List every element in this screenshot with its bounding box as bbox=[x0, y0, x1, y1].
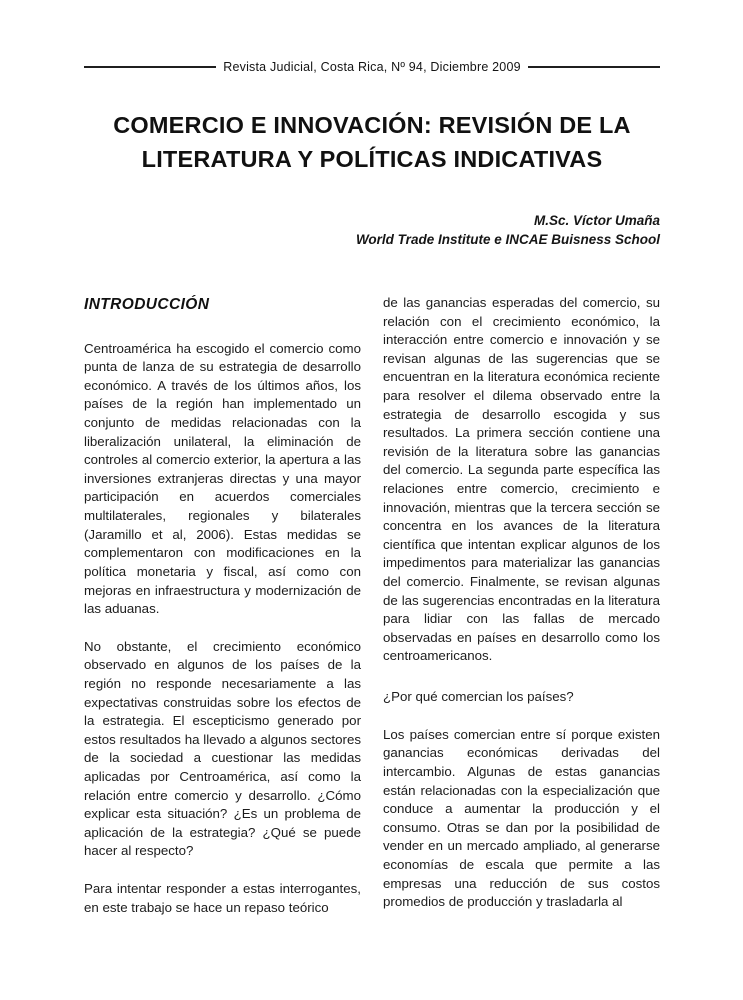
paragraph: Para intentar responder a estas interrogantes, en este trabajo se hace un repaso teórico bbox=[84, 881, 361, 915]
paragraph: Centroamérica ha escogido el comercio como punta de lanza de su estrategia de desarrollo económico. A través de los últimos años, los países de la región han implementado un conjunto de medidas relacionadas con la liberalización unilateral, la eliminación de controles al comercio exterior, la apertura a las inversiones extranjeras directas y una mayor participación en acuerdos comerciales multilaterales, regionales y bilaterales (Jaramillo et al, 2006). Estas medidas se complementaron con modificaciones en la política monetaria y fiscal, así como con mejoras en infraestructura y modernización de las aduanas. bbox=[84, 340, 361, 617]
article-title-line-1: COMERCIO E INNOVACIÓN: REVISIÓN DE LA bbox=[113, 112, 631, 138]
paragraph: Los países comercian entre sí porque existen ganancias económicas derivadas del intercambio. Algunas de estas ganancias están relacionadas con la especialización que conduce a aumentar la producción y el consumo. Otras se dan por la posibilidad de vender en un mercado ampliado, al generarse economías de escala que permite a las empresas una reducción de sus costos promedios de producción y trasladarla al bbox=[383, 726, 660, 910]
paragraph: No obstante, el crecimiento económico observado en algunos de los países de la región no responde necesariamente a las expectativas construidas sobre los efectos de la estrategia. El escepticismo generado por estos resultados ha llevado a algunos sectores de la sociedad a cuestionar las medidas aplicadas por Centroamérica, así como la relación entre comercio y desarrollo. ¿Cómo explicar esta situación? ¿Es un problema de aplicación de la estrategia? ¿Qué se puede hacer al respecto? bbox=[84, 638, 361, 859]
author-affiliation: World Trade Institute e INCAE Buisness School bbox=[355, 232, 660, 248]
page-header bbox=[84, 60, 660, 74]
header-rule-right bbox=[528, 66, 660, 68]
right-column bbox=[383, 294, 660, 936]
paragraph: de las ganancias esperadas del comercio, su relación con el crecimiento económico, la interacción entre comercio e innovación y se revisan algunas de las sugerencias que se encuentran en la literatura económica reciente para resolver el dilema observado entre la estrategia de desarrollo escogida y sus resultados. La primera sección contiene una revisión de la literatura sobre las ganancias del comercio. La segunda parte específica las relaciones entre comercio, crecimiento e innovación, mientras que la tercera sección se concentra en los avances de la literatura científica que intentan explicar algunos de los impedimentos para materializar las ganancias del comercio. Finalmente, se revisan algunas de las sugerencias encontradas en la literatura para lidiar con las fallas de mercado observadas en países en desarrollo como los centroamericanos. bbox=[383, 294, 660, 664]
left-column bbox=[84, 294, 361, 936]
section-heading-introduccion: INTRODUCCIÓN bbox=[84, 295, 210, 313]
two-column-body bbox=[84, 294, 660, 936]
article-title bbox=[84, 108, 660, 176]
article-title-line-2: LITERATURA Y POLÍTICAS INDICATIVAS bbox=[141, 146, 603, 173]
author-block bbox=[84, 212, 660, 250]
section-question: ¿Por qué comercian los países? bbox=[383, 689, 574, 705]
author-name: M.Sc. Víctor Umaña bbox=[533, 213, 660, 229]
journal-header-text: Revista Judicial, Costa Rica, Nº 94, Diciembre 2009 bbox=[223, 60, 521, 74]
header-rule-left bbox=[84, 66, 216, 68]
